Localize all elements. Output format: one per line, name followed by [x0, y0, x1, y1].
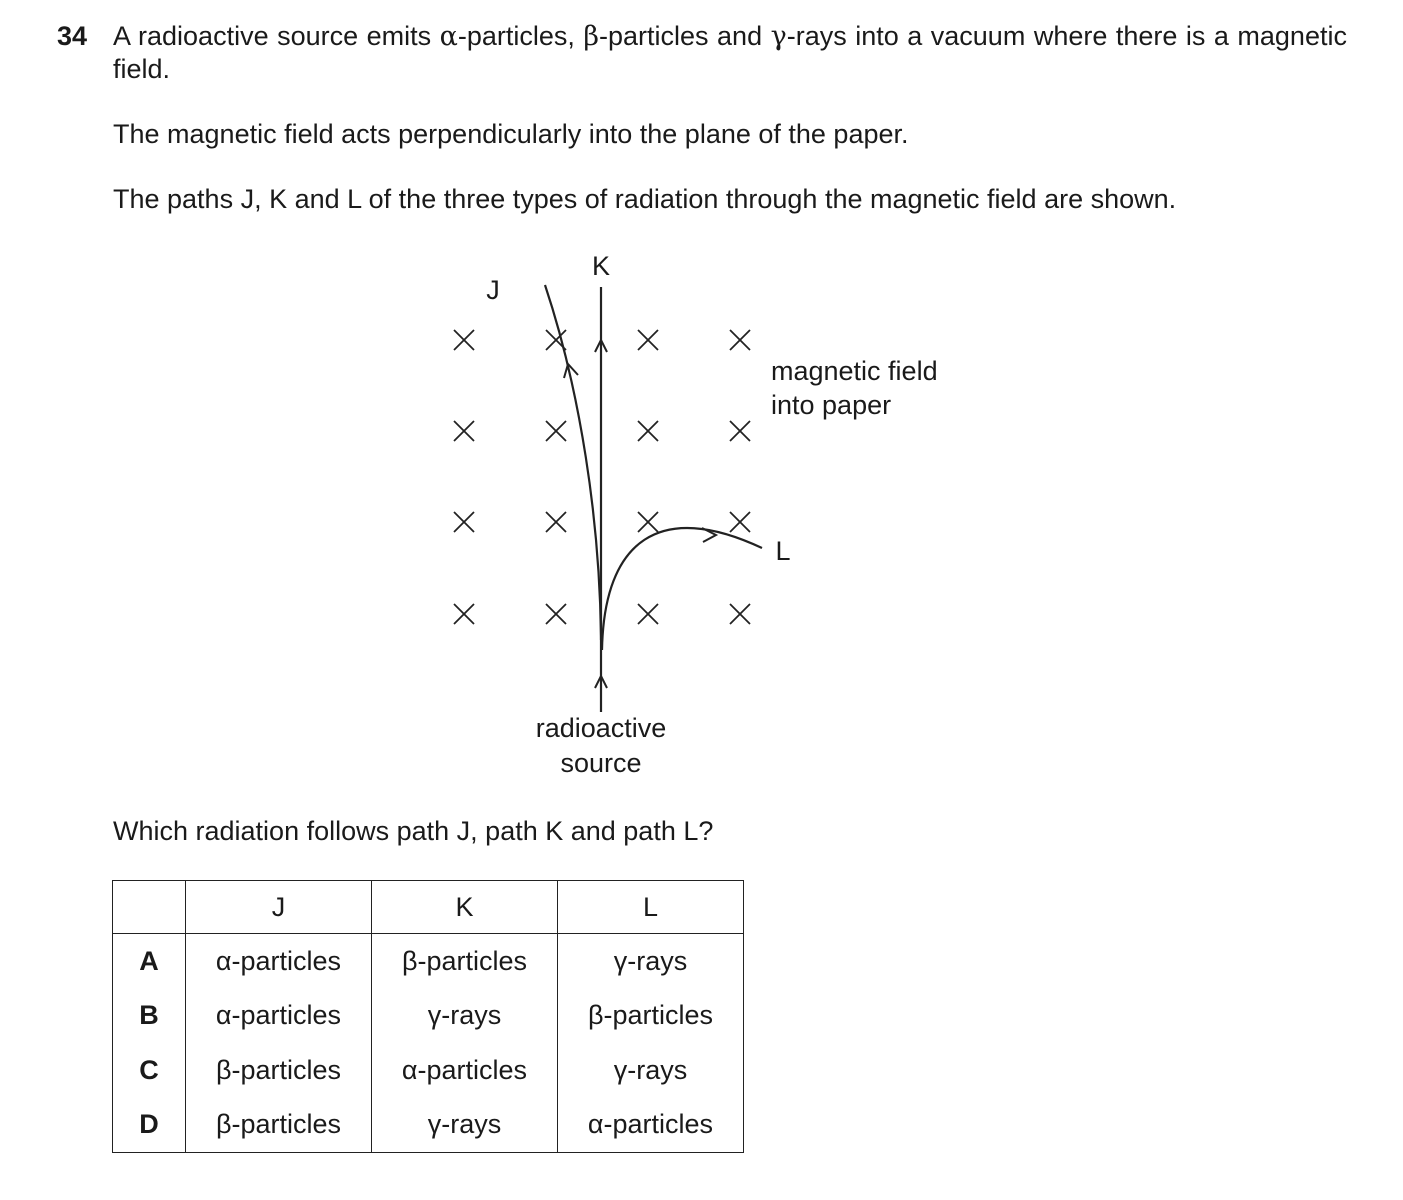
- cross-into-page-icon: [454, 512, 474, 532]
- cell-j: α-particles: [186, 934, 372, 989]
- intro-text-3: -particles and: [599, 21, 771, 51]
- field-label-line1: magnetic field: [771, 356, 938, 386]
- paths-statement: The paths J, K and L of the three types of radiation through the magnetic field are shown.: [113, 184, 1177, 214]
- alpha-symbol: α: [439, 21, 458, 52]
- field-statement: The magnetic field acts perpendicularly into the plane of the paper.: [113, 119, 909, 149]
- cross-into-page-icon: [454, 421, 474, 441]
- option-letter: B: [113, 989, 186, 1044]
- header-l: L: [558, 881, 744, 934]
- beta-symbol: β: [583, 21, 600, 52]
- cell-j: β-particles: [186, 1043, 372, 1098]
- cross-into-page-icon: [546, 421, 566, 441]
- option-letter: D: [113, 1098, 186, 1153]
- cell-k: γ-rays: [372, 989, 558, 1044]
- cross-into-page-icon: [546, 604, 566, 624]
- cross-into-page-icon: [730, 512, 750, 532]
- cell-l: γ-rays: [558, 1043, 744, 1098]
- cell-l: β-particles: [558, 989, 744, 1044]
- cross-into-page-icon: [638, 512, 658, 532]
- header-k: K: [372, 881, 558, 934]
- cross-into-page-icon: [638, 604, 658, 624]
- field-label-line2: into paper: [771, 390, 892, 420]
- gamma-symbol: γ: [770, 21, 787, 52]
- cross-into-page-icon: [730, 421, 750, 441]
- question-prompt: Which radiation follows path J, path K and path L?: [113, 816, 714, 846]
- option-letter: C: [113, 1043, 186, 1098]
- answer-options-table: [112, 880, 744, 1153]
- cross-into-page-icon: [546, 512, 566, 532]
- cross-into-page-icon: [730, 330, 750, 350]
- option-row-d[interactable]: [113, 1098, 744, 1153]
- cell-k: β-particles: [372, 934, 558, 989]
- label-k: K: [591, 251, 611, 281]
- cross-into-page-icon: [454, 604, 474, 624]
- intro-text-2: -particles,: [457, 21, 584, 51]
- cell-k: γ-rays: [372, 1098, 558, 1153]
- label-l: L: [775, 536, 791, 566]
- source-label-line1: radioactive: [535, 713, 667, 743]
- source-label-line2: source: [560, 748, 642, 778]
- label-j: J: [486, 275, 500, 305]
- table-header-row: [113, 881, 744, 934]
- option-letter: A: [113, 934, 186, 989]
- cell-k: α-particles: [372, 1043, 558, 1098]
- path-l: [602, 528, 762, 650]
- option-row-c[interactable]: [113, 1043, 744, 1098]
- cell-j: β-particles: [186, 1098, 372, 1153]
- cell-j: α-particles: [186, 989, 372, 1044]
- intro-text-4: -rays into a vacuum where there is a magnetic field.: [113, 21, 1347, 84]
- cell-l: γ-rays: [558, 934, 744, 989]
- cross-into-page-icon: [638, 330, 658, 350]
- cross-into-page-icon: [730, 604, 750, 624]
- header-blank: [113, 881, 186, 934]
- option-row-a[interactable]: [113, 934, 744, 989]
- question-number: 34: [57, 21, 88, 51]
- header-j: J: [186, 881, 372, 934]
- intro-text-1: A radioactive source emits: [113, 21, 440, 51]
- option-row-b[interactable]: [113, 989, 744, 1044]
- cell-l: α-particles: [558, 1098, 744, 1153]
- cross-into-page-icon: [638, 421, 658, 441]
- cross-into-page-icon: [454, 330, 474, 350]
